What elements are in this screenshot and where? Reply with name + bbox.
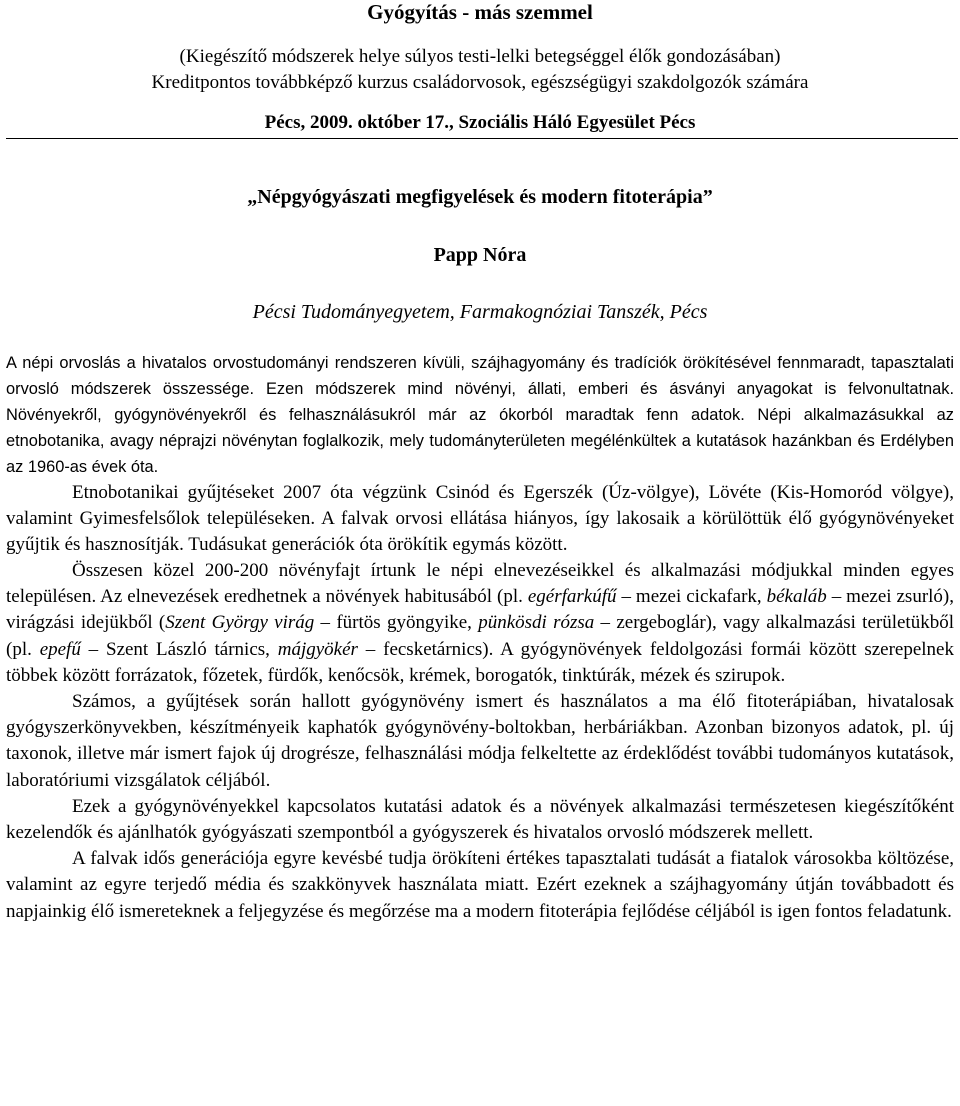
- author-affiliation: Pécsi Tudományegyetem, Farmakognóziai Tanszék, Pécs: [252, 301, 708, 323]
- course-subtitle: (Kiegészítő módszerek helye súlyos testi-lelki betegséggel élők gondozásában): [179, 46, 781, 67]
- paragraph-4: Számos, a gyűjtések során hallott gyógynövény ismert és használatos a ma élő fitoterápiában, hivatalosak gyógyszerkönyvekben, készítményeik kaphatók gyógynövény-boltokban, herbáriákban. Azonban bizonyos adatok, pl. új taxonok, illetve már ismert fajok új drogrésze, felhasználási módja felkeltette az érdeklődést további tudományos kutatások, laboratóriumi vizsgálatok céljából.: [6, 691, 954, 791]
- paragraph-1: A népi orvoslás a hivatalos orvostudományi rendszeren kívüli, szájhagyomány és tradíciók örökítésével fennmaradt, tapasztalati orvosló módszerek összessége. Ezen módszerek mind növényi, állati, emberi és ásványi anyagokat is felvonultatnak. Növényekről, gyógynövényekről és felhasználásukról már az ókorból maradtak fenn adatok. Népi alkalmazásukkal az etnobotanika, avagy néprajzi növénytan foglalkozik, mely tudományterületen megélénkültek a kutatások hazánkban és Erdélyben az 1960-as évek óta.: [6, 354, 954, 476]
- document-title: Gyógyítás - más szemmel: [367, 0, 593, 24]
- author-name: Papp Nóra: [433, 244, 527, 266]
- paragraph-3: Összesen közel 200-200 növényfajt írtunk le népi elnevezéseikkel és alkalmazási módjukkal minden egyes településen. Az elnevezések eredhetnek a növények habitusából (pl. egérfarkúfű – mezei cickafark, békaláb – mezei zsurló), virágzási idejükből (Szent György virág – fürtös gyöngyike, pünkösdi rózsa – zergeboglár), vagy alkalmazási területükből (pl. epefű – Szent László tárnics, májgyökér – fecsketárnics). A gyógynövények feldolgozási formái között szerepelnek többek között forrázatok, főzetek, fürdők, kenőcsök, krémek, borogatók, tinktúrák, mézek és szirupok.: [6, 560, 955, 686]
- talk-title: „Népgyógyászati megfigyelések és modern fitoterápia”: [247, 186, 713, 208]
- event-date-location: Pécs, 2009. október 17., Szociális Háló Egyesület Pécs: [264, 112, 696, 133]
- paragraph-6: A falvak idős generációja egyre kevésbé tudja örökíteni értékes tapasztalati tudását a fiatalok városokba költözése, valamint az egyre terjedő média és szakkönyvek használata miatt. Ezért ezeknek a szájhagyomány útján továbbadott és napjainkig élő ismereteknek a feljegyzése és megőrzése ma a modern fitoterápia fejlődése céljából is igen fontos feladatunk.: [6, 848, 954, 922]
- abstract-body: [6, 350, 954, 925]
- paragraph-2: Etnobotanikai gyűjtéseket 2007 óta végzünk Csinód és Egerszék (Úz-völgye), Lövéte (Kis-Homoród völgye), valamint Gyimesfelsőlok településeken. A falvak orvosi ellátása hiányos, így lakosaik a körülöttük élő gyógynövényeket gyűjtik és hasznosítják. Tudásukat generációk óta örökítik egymás között.: [6, 482, 954, 555]
- header-divider: [6, 138, 958, 139]
- course-audience: Kreditpontos továbbképző kurzus családorvosok, egészségügyi szakdolgozók számára: [151, 72, 809, 93]
- paragraph-5: Ezek a gyógynövényekkel kapcsolatos kutatási adatok és a növények alkalmazási természetesen kiegészítőként kezelendők és ajánlhatók gyógyászati szempontból a gyógyszerek és hivatalos orvosló módszerek mellett.: [6, 795, 954, 844]
- document-page: [6, 0, 954, 925]
